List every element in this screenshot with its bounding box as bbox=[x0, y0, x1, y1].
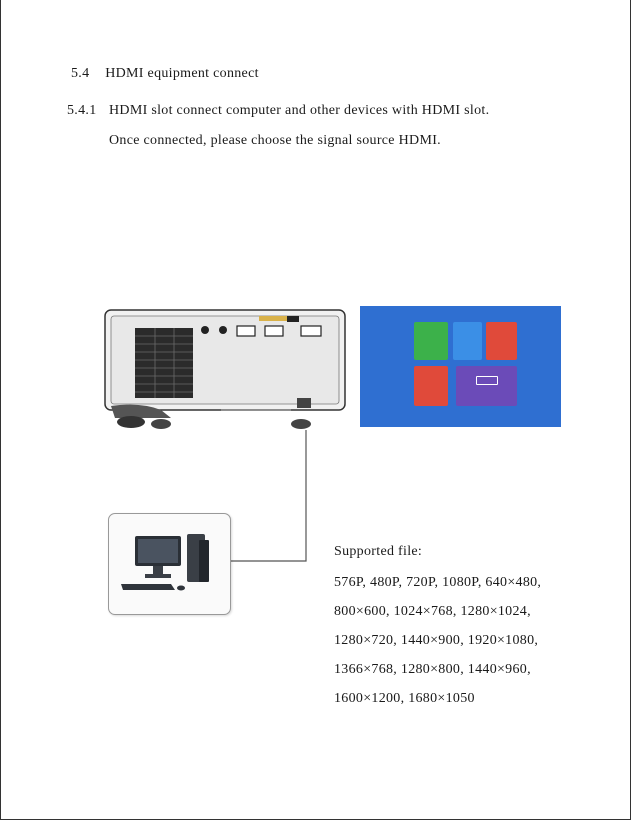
supported-title: Supported file: bbox=[334, 544, 423, 559]
desktop-computer-icon bbox=[108, 513, 231, 615]
subsection-line-1: HDMI slot connect computer and other devices with HDMI slot. bbox=[109, 103, 490, 118]
supported-line: 576P, 480P, 720P, 1080P, 640×480, bbox=[334, 575, 542, 590]
section-number: 5.4 bbox=[71, 66, 90, 81]
supported-files-block bbox=[334, 544, 541, 713]
subsection-line-2: Once connected, please choose the signal source HDMI. bbox=[109, 133, 441, 148]
subsection-number: 5.4.1 bbox=[67, 103, 97, 118]
section-title: HDMI equipment connect bbox=[105, 66, 259, 81]
supported-line: 1280×720, 1440×900, 1920×1080, bbox=[334, 633, 539, 648]
supported-line: 1366×768, 1280×800, 1440×960, bbox=[334, 662, 531, 677]
supported-line: 1600×1200, 1680×1050 bbox=[334, 691, 475, 706]
supported-line: 800×600, 1024×768, 1280×1024, bbox=[334, 604, 531, 619]
